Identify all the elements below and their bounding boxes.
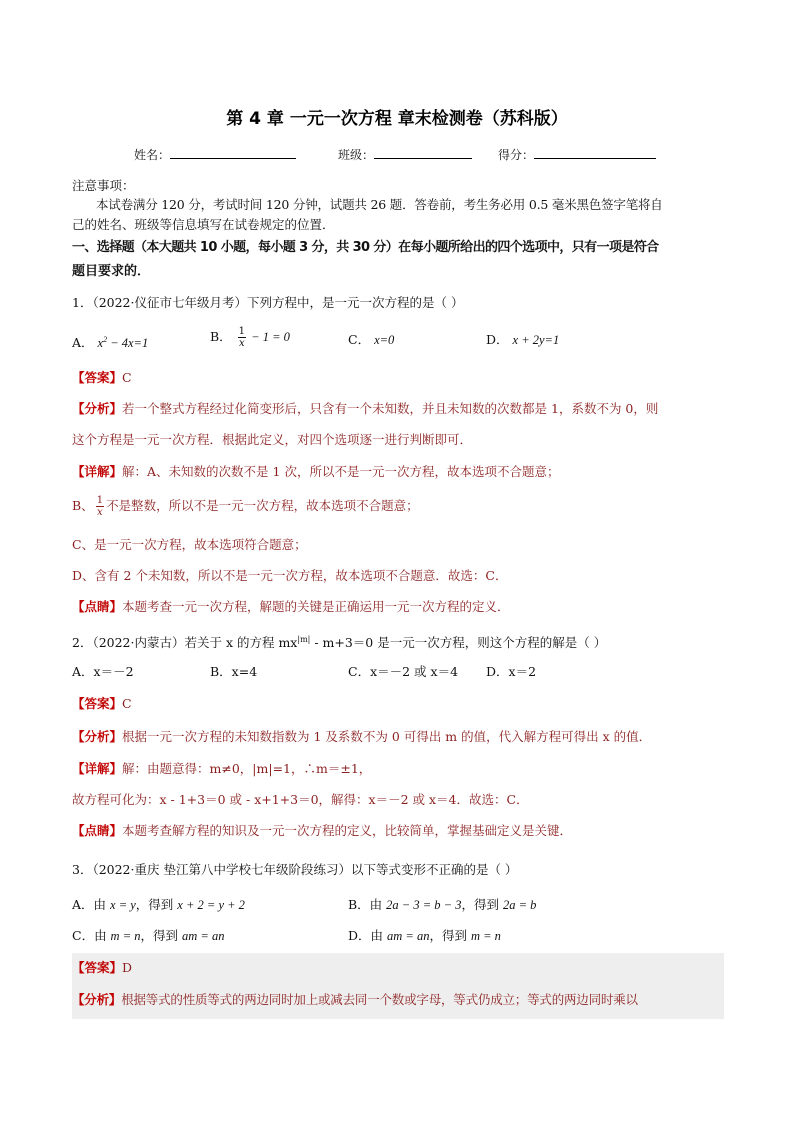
q1-detail-text-1: 解：A、未知数的次数不是 1 次，所以不是一元一次方程，故本选项不合题意；: [122, 464, 560, 479]
q1-detail-3: C、是一元一次方程，故本选项符合题意；: [72, 537, 307, 552]
analysis-tag: 【分析】: [72, 729, 123, 744]
q1-option-c-math: x=0: [374, 333, 395, 347]
q3-analysis-text: 根据等式的性质等式的两边同时加上或减去同一个数或字母，等式仍成立；等式的两边同时乘以: [121, 992, 638, 1007]
score-blank: [534, 146, 656, 159]
q2-detail-2: 故方程可化为：x - 1+3＝0 或 - x+1+3＝0，解得：x＝－2 或 x＝4．故选：C．: [72, 792, 529, 807]
q3-option-a-to: x + 2 = y + 2: [177, 898, 245, 912]
q2-detail-text-1: 解：由题意得：m≠0，|m|=1，∴m＝±1，: [122, 761, 372, 776]
q1-option-a-label: A．: [72, 335, 94, 351]
detail-tag: 【详解】: [72, 464, 123, 479]
q3-option-d: [348, 926, 501, 946]
q1-detail-2-fraction: [96, 495, 104, 518]
q3-option-c-mid: ，得到: [140, 928, 182, 943]
comment-tag: 【点睛】: [72, 599, 123, 614]
q2-answer: [72, 694, 724, 714]
notice-heading: 注意事项：: [72, 178, 135, 193]
q3-option-d-to: m = n: [470, 929, 501, 943]
q1-analysis-text-1: 若一个整式方程经过化简变形后，只含有一个未知数，并且未知数的次数都是 1，系数不为 0，则: [122, 401, 659, 416]
q1-option-b-fraction: [238, 326, 246, 349]
q2-stem-exponent: |m|: [297, 635, 311, 644]
detail-tag: 【详解】: [72, 761, 123, 776]
q2-analysis-text: 根据一元一次方程的未知数指数为 1 及系数不为 0 可得出 m 的值，代入解方程可得出 x 的值．: [122, 729, 652, 744]
q2-stem-suffix: - m+3＝0 是一元一次方程，则这个方程的解是（ ）: [310, 635, 607, 651]
q3-option-b-prefix: B．由: [348, 897, 387, 912]
q3-option-d-mid: ，得到: [429, 928, 471, 943]
q1-analysis-2: 这个方程是一元一次方程．根据此定义，对四个选项逐一进行判断即可．: [72, 432, 473, 447]
name-blank: [170, 146, 296, 159]
q2-comment-text: 本题考查解方程的知识及一元一次方程的定义，比较简单，掌握基础定义是关键．: [122, 823, 573, 838]
notice-line-1: 本试卷满分 120 分，考试时间 120 分钟，试题共 26 题．答卷前，考生务必用 0.5 毫米黑色签字笔将自: [96, 197, 663, 212]
q1-option-d-math: x + 2y=1: [512, 333, 560, 347]
q1-answer-value: C: [122, 370, 132, 385]
class-field: [338, 146, 472, 163]
q1-option-b-numerator: 1: [238, 326, 246, 337]
page-title: 第 4 章 一元一次方程 章末检测卷（苏科版）: [226, 109, 568, 129]
q2-option-a: A．x＝－2: [72, 664, 134, 679]
class-blank: [374, 146, 472, 159]
q3-stem: 3．（2022·重庆 垫江第八中学校七年级阶段练习）以下等式变形不正确的是（ ）: [72, 862, 518, 877]
q2-stem: [72, 630, 606, 653]
q1-option-b-math: − 1 = 0: [248, 330, 290, 344]
q2-stem-prefix: 2．（2022·内蒙古）若关于 x 的方程 mx: [72, 635, 298, 651]
q1-detail-2-numerator: 1: [96, 495, 104, 506]
q1-answer: [72, 368, 724, 388]
q2-answer-value: C: [122, 696, 132, 711]
section-heading-line-2: 题目要求的．: [72, 264, 151, 279]
q3-option-c: [72, 926, 224, 946]
class-label: 班级：: [338, 148, 375, 162]
q3-analysis: [72, 990, 724, 1010]
name-label: 姓名：: [134, 148, 171, 162]
q3-option-a-from: x = y: [110, 898, 136, 912]
answer-tag: 【答案】: [72, 370, 123, 385]
q1-analysis-1: [72, 399, 724, 419]
q2-detail-1: [72, 759, 724, 779]
q1-option-b-label: B．: [210, 329, 232, 344]
q1-option-d: [486, 330, 559, 350]
notice-line-2: 己的姓名、班级等信息填写在试卷规定的位置．: [72, 217, 335, 232]
q1-option-a-exp: 2: [103, 335, 108, 344]
answer-tag: 【答案】: [72, 960, 123, 975]
q1-detail-2-denominator: x: [97, 507, 103, 518]
q3-answer: [72, 958, 724, 978]
q3-option-c-to: am = an: [182, 929, 225, 943]
q3-option-c-from: m = n: [110, 929, 141, 943]
q1-detail-4: D、含有 2 个未知数，所以不是一元一次方程，故本选项不合题意．故选：C．: [72, 568, 508, 583]
analysis-tag: 【分析】: [72, 992, 122, 1007]
q2-option-c: C．x＝－2 或 x＝4: [348, 664, 459, 679]
q1-option-a-math: [98, 336, 149, 350]
analysis-tag: 【分析】: [72, 401, 123, 416]
q3-option-b-mid: ，得到: [461, 897, 503, 912]
q3-option-c-prefix: C．由: [72, 928, 111, 943]
q3-option-b-to: 2a = b: [502, 898, 537, 912]
q1-option-b-denominator: x: [239, 338, 245, 349]
q2-analysis: [72, 727, 724, 747]
q3-option-a: [72, 895, 245, 915]
q1-option-c: [348, 330, 394, 350]
q1-option-d-label: D．: [486, 332, 509, 347]
score-label: 得分：: [498, 148, 535, 162]
q3-option-b-from: 2a − 3 = b − 3: [386, 898, 462, 912]
q1-option-c-label: C．: [348, 332, 371, 347]
q2-option-b: B．x=4: [210, 664, 258, 679]
q1-comment: [72, 597, 724, 617]
answer-tag: 【答案】: [72, 696, 123, 711]
q1-option-a-base: x: [97, 336, 104, 351]
q3-option-b: [348, 895, 536, 915]
q2-comment: [72, 821, 724, 841]
section-heading-line-1: 一、选择题（本大题共 10 小题，每小题 3 分，共 30 分）在每小题所给出的四个选项中，只有一项是符合: [72, 240, 659, 255]
q1-option-a: [72, 330, 148, 353]
comment-tag: 【点睛】: [72, 823, 123, 838]
q1-option-a-rest: − 4x=1: [107, 336, 149, 351]
q3-option-a-mid: ，得到: [135, 897, 178, 912]
q1-stem: 1．（2022·仪征市七年级月考）下列方程中，是一元一次方程的是（ ）: [72, 295, 464, 310]
q3-answer-value: D: [122, 960, 133, 975]
q3-option-d-from: am = an: [387, 929, 430, 943]
q1-detail-2: [72, 495, 724, 518]
score-field: [498, 146, 656, 163]
q1-detail-2-prefix: B、: [72, 498, 94, 513]
q1-detail-1: [72, 462, 724, 482]
q1-comment-text: 本题考查一元一次方程，解题的关键是正确运用一元一次方程的定义．: [122, 599, 510, 614]
q3-option-d-prefix: D．由: [348, 928, 387, 943]
q1-detail-2-text: 不是整数，所以不是一元一次方程，故本选项不合题意；: [106, 498, 419, 513]
q3-option-a-prefix: A．由: [72, 897, 111, 912]
name-field: [134, 146, 296, 163]
q1-option-b: [210, 326, 290, 349]
q2-option-d: D．x＝2: [486, 664, 537, 679]
